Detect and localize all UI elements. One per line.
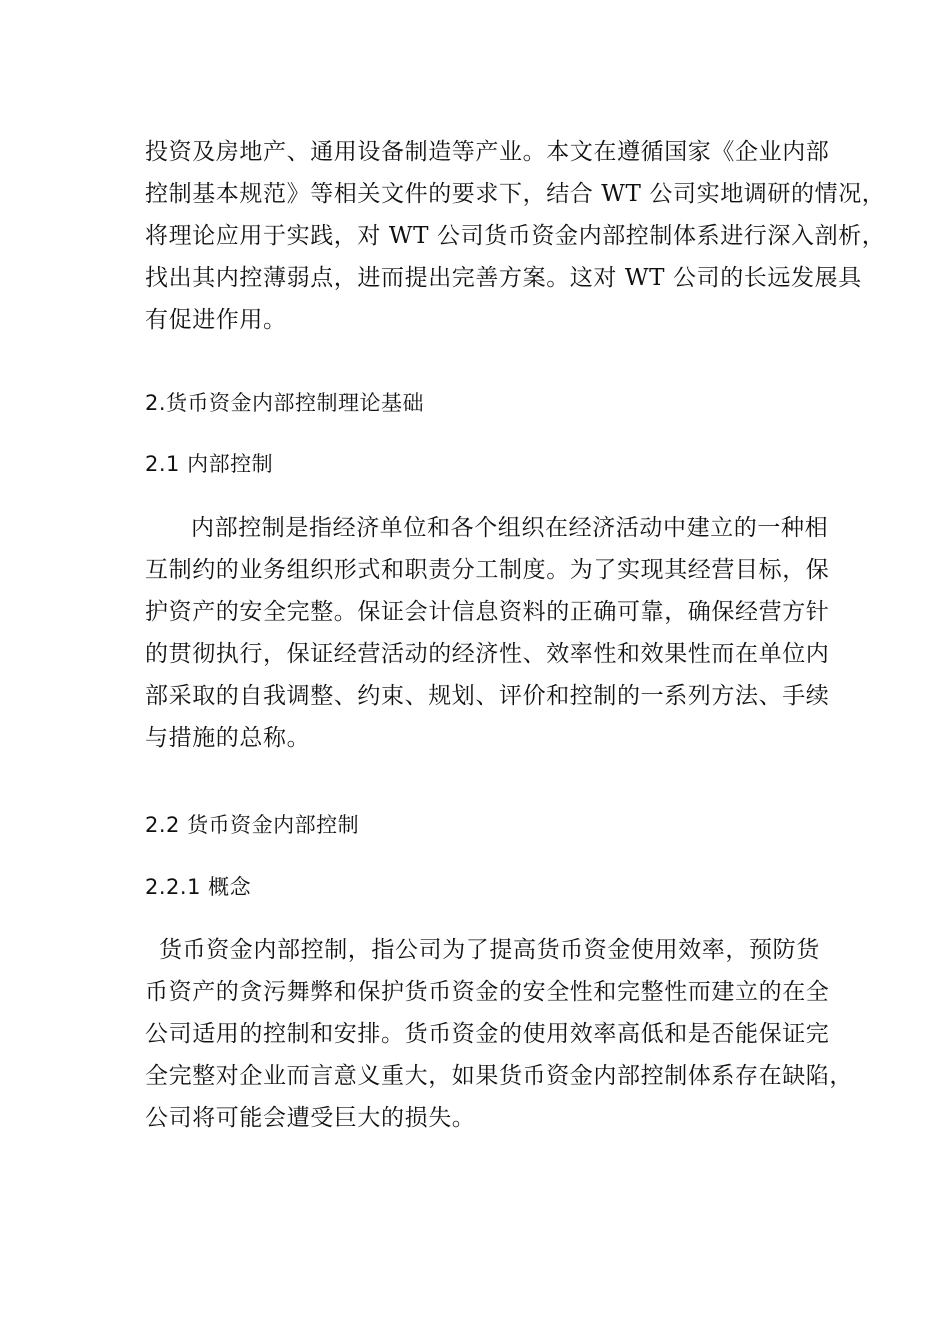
paragraph-line: 的贯彻执行，保证经营活动的经济性、效率性和效果性而在单位内 [145, 641, 830, 667]
section-2-2-heading: 2.2 货币资金内部控制 [145, 813, 360, 837]
section-2-heading: 2.货币资金内部控制理论基础 [145, 391, 425, 415]
paragraph-line: 控制基本规范》等相关文件的要求下，结合 WT 公司实地调研的情况， [145, 181, 886, 207]
paragraph-line: 公司将可能会遭受巨大的损失。 [145, 1105, 476, 1131]
paragraph-line: 将理论应用于实践，对 WT 公司货币资金内部控制体系进行深入剖析， [145, 223, 886, 249]
paragraph-line: 投资及房地产、通用设备制造等产业。本文在遵循国家《企业内部 [145, 139, 830, 165]
paragraph-line: 部采取的自我调整、约束、规划、评价和控制的一系列方法、手续 [145, 683, 830, 709]
section-2-1-heading: 2.1 内部控制 [145, 452, 274, 476]
paragraph-line: 与措施的总称。 [145, 725, 311, 751]
paragraph-line: 全完整对企业而言意义重大，如果货币资金内部控制体系存在缺陷， [145, 1063, 853, 1089]
paragraph-line: 找出其内控薄弱点，进而提出完善方案。这对 WT 公司的长远发展具 [145, 265, 862, 291]
section-2-2-1-paragraph [145, 929, 853, 1139]
paragraph-line: 护资产的安全完整。保证会计信息资料的正确可靠，确保经营方针 [145, 599, 830, 625]
section-2-1-paragraph [145, 507, 845, 759]
paragraph-line: 有促进作用。 [145, 307, 287, 333]
intro-paragraph [145, 131, 886, 341]
section-2-2-1-heading: 2.2.1 概念 [145, 875, 252, 899]
paragraph-line: 公司适用的控制和安排。货币资金的使用效率高低和是否能保证完 [145, 1021, 830, 1047]
paragraph-line: 内部控制是指经济单位和各个组织在经济活动中建立的一种相 [191, 515, 829, 541]
paragraph-line: 互制约的业务组织形式和职责分工制度。为了实现其经营目标，保 [145, 557, 830, 583]
paragraph-line: 货币资金内部控制，指公司为了提高货币资金使用效率，预防货 [159, 937, 820, 963]
paragraph-line: 币资产的贪污舞弊和保护货币资金的安全性和完整性而建立的在全 [145, 979, 830, 1005]
